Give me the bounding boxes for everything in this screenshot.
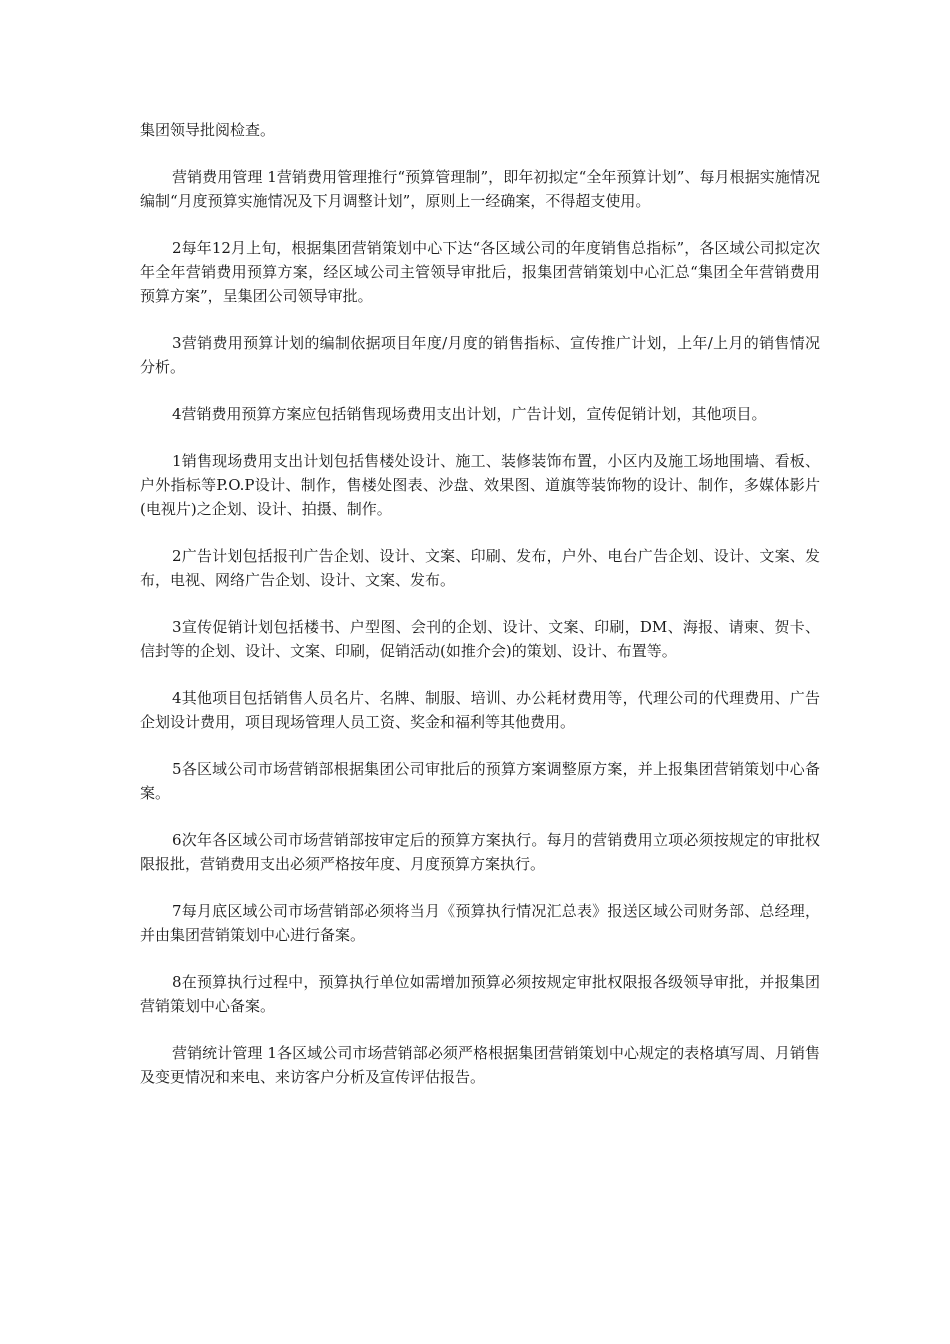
paragraph-7: 3宣传促销计划包括楼书、户型图、会刊的企划、设计、文案、印刷，DM、海报、请柬、贺卡、信封等的企划、设计、文案、印刷，促销活动(如推介会)的策划、设计、布置等。 [140, 618, 820, 660]
paragraph-2: 2每年12月上旬，根据集团营销策划中心下达“各区域公司的年度销售总指标”，各区域公司拟定次年全年营销费用预算方案，经区域公司主管领导审批后，报集团营销策划中心汇总“集团全年营销费用预算方案”，呈集团公司领导审批。 [140, 239, 820, 305]
paragraph-9: 5各区域公司市场营销部根据集团公司审批后的预算方案调整原方案，并上报集团营销策划中心备案。 [140, 760, 820, 802]
paragraph-0: 集团领导批阅检查。 [140, 121, 276, 139]
paragraph-6: 2广告计划包括报刊广告企划、设计、文案、印刷、发布，户外、电台广告企划、设计、文案、发布，电视、网络广告企划、设计、文案、发布。 [140, 547, 820, 589]
paragraph-5: 1销售现场费用支出计划包括售楼处设计、施工、装修装饰布置，小区内及施工场地围墙、看板、户外指标等P.O.P设计、制作，售楼处图表、沙盘、效果图、道旗等装饰物的设计、制作，多媒体影片(电视片)之企划、设计、拍摄、制作。 [140, 452, 820, 518]
paragraph-12: 8在预算执行过程中，预算执行单位如需增加预算必须按规定审批权限报各级领导审批，并报集团营销策划中心备案。 [140, 973, 820, 1015]
document-body [140, 118, 820, 1112]
paragraph-4: 4营销费用预算方案应包括销售现场费用支出计划，广告计划，宣传促销计划，其他项目。 [172, 405, 767, 423]
paragraph-11: 7每月底区域公司市场营销部必须将当月《预算执行情况汇总表》报送区域公司财务部、总经理，并由集团营销策划中心进行备案。 [140, 902, 820, 944]
paragraph-3: 3营销费用预算计划的编制依据项目年度/月度的销售指标、宣传推广计划，上年/上月的销售情况分析。 [140, 334, 820, 376]
paragraph-8: 4其他项目包括销售人员名片、名牌、制服、培训、办公耗材费用等，代理公司的代理费用、广告企划设计费用，项目现场管理人员工资、奖金和福利等其他费用。 [140, 689, 820, 731]
paragraph-13: 营销统计管理 1各区域公司市场营销部必须严格根据集团营销策划中心规定的表格填写周、月销售及变更情况和来电、来访客户分析及宣传评估报告。 [140, 1044, 820, 1086]
paragraph-1: 营销费用管理 1营销费用管理推行“预算管理制”，即年初拟定“全年预算计划”、每月根据实施情况编制“月度预算实施情况及下月调整计划”，原则上一经确案，不得超支使用。 [140, 168, 820, 210]
paragraph-10: 6次年各区域公司市场营销部按审定后的预算方案执行。每月的营销费用立项必须按规定的审批权限报批，营销费用支出必须严格按年度、月度预算方案执行。 [140, 831, 820, 873]
